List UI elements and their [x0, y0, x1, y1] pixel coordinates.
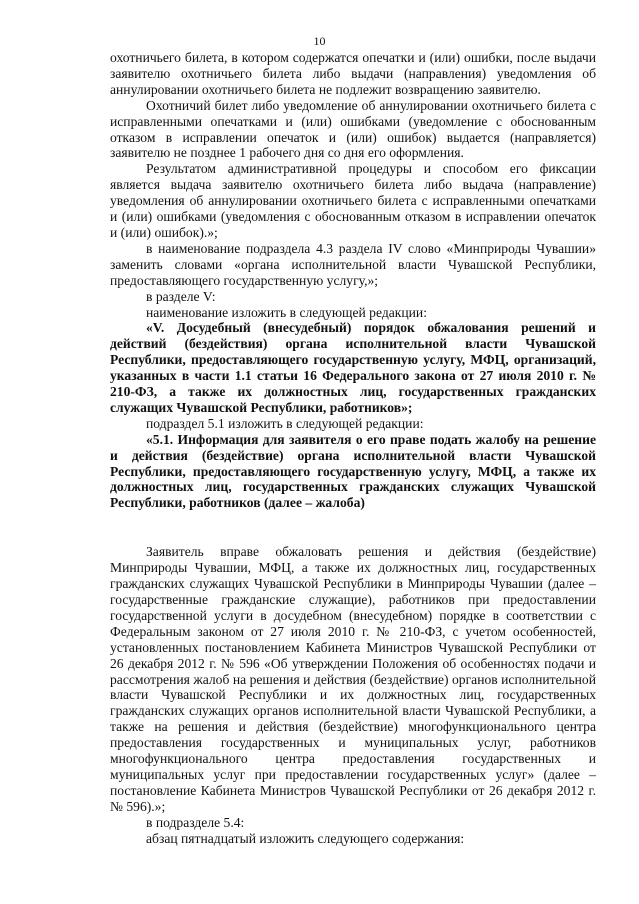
paragraph: подраздел 5.1 изложить в следующей редакции: [146, 415, 424, 431]
page-number: 10 [313, 34, 326, 48]
paragraph: в наименование подраздела 4.3 раздела IV слово «Минприроды Чувашии» заменить словами «органа исполнительной власти Чувашской Республики, предоставляющего государственную услугу,»; [110, 240, 596, 288]
paragraph: охотничьего билета, в котором содержатся опечатки и (или) ошибки, после выдачи заявителю охотничьего билета либо выдачи (направления) уведомления об аннулировании охотничьего билета не подлежит возвращению заявителю. [110, 50, 596, 97]
paragraph: Охотничий билет либо уведомление об аннулировании охотничьего билета с исправленными опечатками и (или) ошибками (уведомление с обоснованным отказом в исправлении опечаток и (или) ошибок) выдается (направляется) заявителю не позднее 1 рабочего дня со дня его оформления. [110, 97, 596, 161]
paragraph: наименование изложить в следующей редакции: [146, 304, 427, 320]
document-body [110, 50, 596, 847]
paragraph: в разделе V: [146, 288, 216, 304]
section-heading: «V. Досудебный (внесудебный) порядок обжалования решений и действий (бездействия) органа исполнительной власти Чувашской Республики, предоставляющего государственную услугу, МФЦ, организаций, указанных в части 1.1 статьи 16 Федерального закона от 27 июля 2010 г. № 210-ФЗ, а также их должностных лиц, государственных гражданских служащих Чувашской Республики, работников»; [110, 320, 596, 415]
paragraph: Заявитель вправе обжаловать решения и действия (бездействие) Минприроды Чувашии, МФЦ, а также их должностных лиц, государственных гражданских служащих Чувашской Республики в Минприроды Чувашии (далее – государственные гражданские служащие), работников при предоставлении государственной услуги в досудебном (внесудебном) порядке в соответствии с Федеральным законом от 27 июля 2010 г. № 210-ФЗ, с учетом особенностей, установленных постановлением Кабинета Министров Чувашской Республики от 26 декабря 2012 г. № 596 «Об утверждении Положения об особенностях подачи и рассмотрения жалоб на решения и действия (бездействие) органов исполнительной власти Чувашской Республики и их должностных лиц, государственных гражданских служащих органов исполнительной власти Чувашской Республики, а также на решения и действия (бездействие) многофункционального центра предоставления государственных и муниципальных услуг, работников многофункционального центра предоставления государственных и муниципальных услуг при предоставлении государственных услуг» (далее – постановление Кабинета Министров Чувашской Республики от 26 декабря 2012 г. № 596).»; [110, 544, 596, 814]
paragraph: абзац пятнадцатый изложить следующего содержания: [146, 830, 465, 846]
subsection-heading: «5.1. Информация для заявителя о его праве подать жалобу на решение и действия (бездействие) органа исполнительной власти Чувашской Республики, предоставляющего государственную услугу, МФЦ, а также их должностных лиц, государственных гражданских служащих Чувашской Республики, работников (далее – жалоба) [110, 431, 596, 511]
paragraph: в подразделе 5.4: [146, 814, 245, 830]
paragraph: Результатом административной процедуры и способом его фиксации является выдача заявителю охотничьего билета либо выдача (направление) уведомления об аннулировании охотничьего билета с исправленными опечатками и (или) ошибками (уведомления с обоснованным отказом в исправлении опечаток и (или) ошибок).»; [110, 161, 596, 240]
